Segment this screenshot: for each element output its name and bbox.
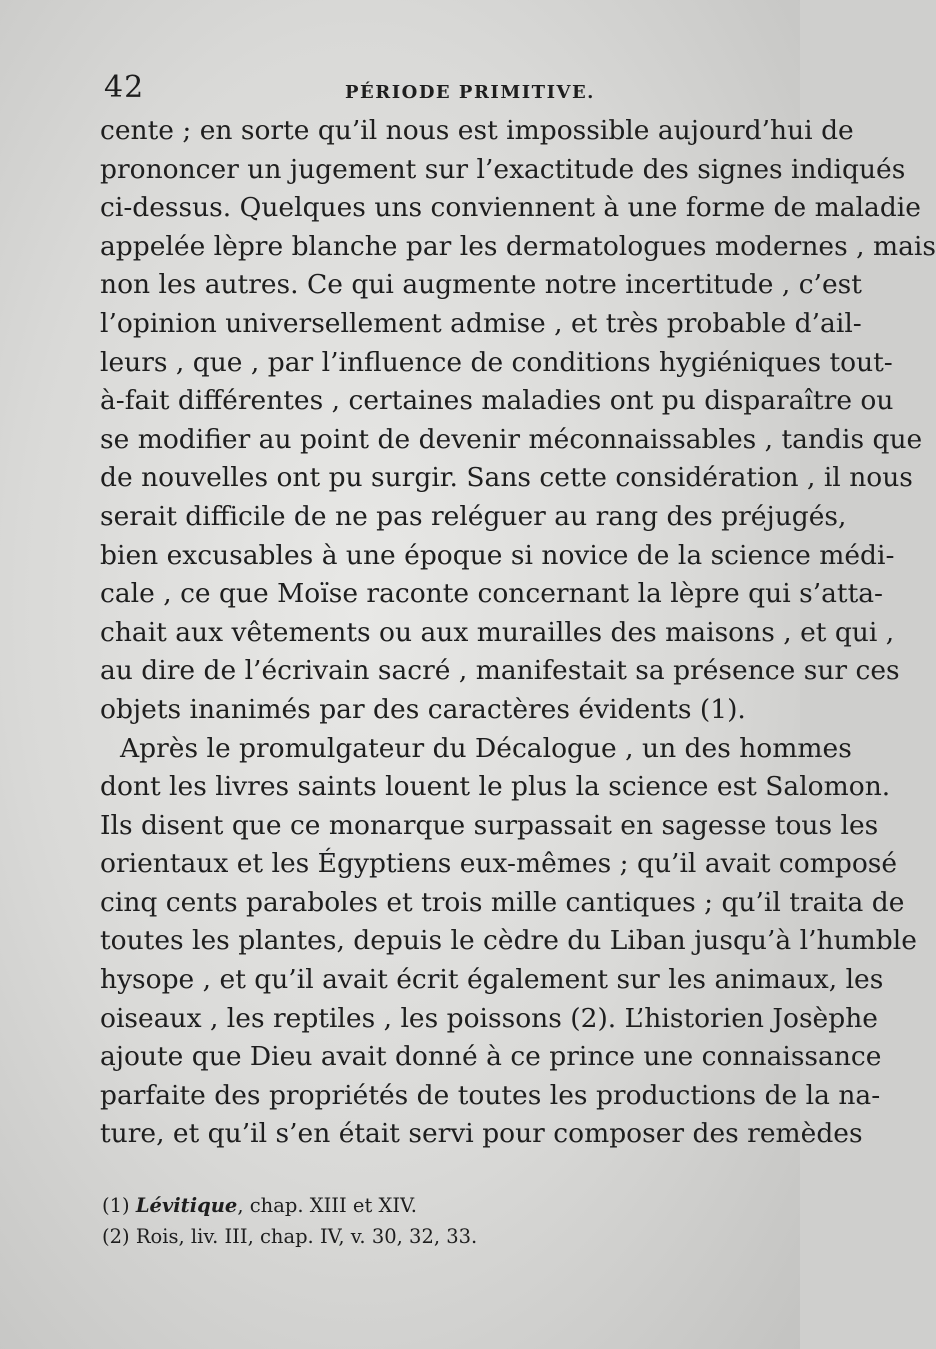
text-line: de nouvelles ont pu surgir. Sans cette considération , il nous (100, 462, 913, 494)
text-line: ture, et qu’il s’en était servi pour composer des remèdes (100, 1118, 863, 1150)
text-line: se modifier au point de devenir méconnaissables , tandis que (100, 423, 923, 455)
footnote-title: Lévitique (135, 1194, 238, 1217)
body-text (100, 112, 936, 1154)
text-line: cale , ce que Moïse raconte concernant la lèpre qui s’atta- (100, 578, 883, 610)
footnote-text: Rois, liv. III, chap. IV, v. 30, 32, 33. (135, 1225, 478, 1248)
footnote (102, 1190, 702, 1221)
text-line: ajoute que Dieu avait donné à ce prince une connaissance (100, 1041, 882, 1073)
text-line: Ils disent que ce monarque surpassait en sagesse tous les (100, 809, 879, 841)
text-line: cinq cents paraboles et trois mille cantiques ; qu’il traita de (100, 886, 905, 918)
text-line: ci-dessus. Quelques uns conviennent à une forme de maladie (100, 192, 921, 224)
text-line: oiseaux , les reptiles , les poissons (2). L’historien Josèphe (100, 1002, 878, 1034)
text-line: bien excusables à une époque si novice de la science médi- (100, 539, 895, 571)
text-line: l’opinion universellement admise , et très probable d’ail- (100, 307, 862, 339)
footnote-text: , chap. XIII et XIV. (237, 1194, 417, 1217)
text-line: toutes les plantes, depuis le cèdre du Liban jusqu’à l’humble (100, 925, 917, 957)
paragraph-first-line: Après le promulgateur du Décalogue , un des hommes (120, 732, 852, 764)
text-line: serait difficile de ne pas reléguer au rang des préjugés, (100, 500, 847, 532)
footnotes (102, 1190, 702, 1252)
text-line: leurs , que , par l’influence de conditions hygiéniques tout- (100, 346, 893, 378)
text-line: cente ; en sorte qu’il nous est impossible aujourd’hui de (100, 115, 854, 146)
text-line: à-fait différentes , certaines maladies ont pu disparaître ou (100, 385, 894, 417)
footnote (102, 1221, 702, 1252)
text-line: au dire de l’écrivain sacré , manifestait sa présence sur ces (100, 655, 900, 687)
text-line: chait aux vêtements ou aux murailles des maisons , et qui , (100, 616, 895, 648)
footnote-marker: (2) (102, 1225, 130, 1248)
paragraph-last-line: objets inanimés par des caractères évidents (1). (100, 693, 746, 725)
running-title: PÉRIODE PRIMITIVE. (345, 82, 595, 103)
text-line: dont les livres saints louent le plus la science est Salomon. (100, 771, 891, 803)
text-line: orientaux et les Égyptiens eux-mêmes ; qu’il avait composé (100, 848, 898, 880)
text-line: non les autres. Ce qui augmente notre incertitude , c’est (100, 269, 862, 301)
text-line: prononcer un jugement sur l’exactitude des signes indiqués (100, 153, 906, 185)
text-line: parfaite des propriétés de toutes les productions de la na- (100, 1079, 881, 1111)
text-line: hysope , et qu’il avait écrit également sur les animaux, les (100, 964, 884, 996)
page-header (100, 70, 780, 110)
text-line: appelée lèpre blanche par les dermatologues modernes , mais (100, 230, 936, 262)
footnote-marker: (1) (102, 1194, 130, 1217)
page-number: 42 (104, 70, 145, 105)
